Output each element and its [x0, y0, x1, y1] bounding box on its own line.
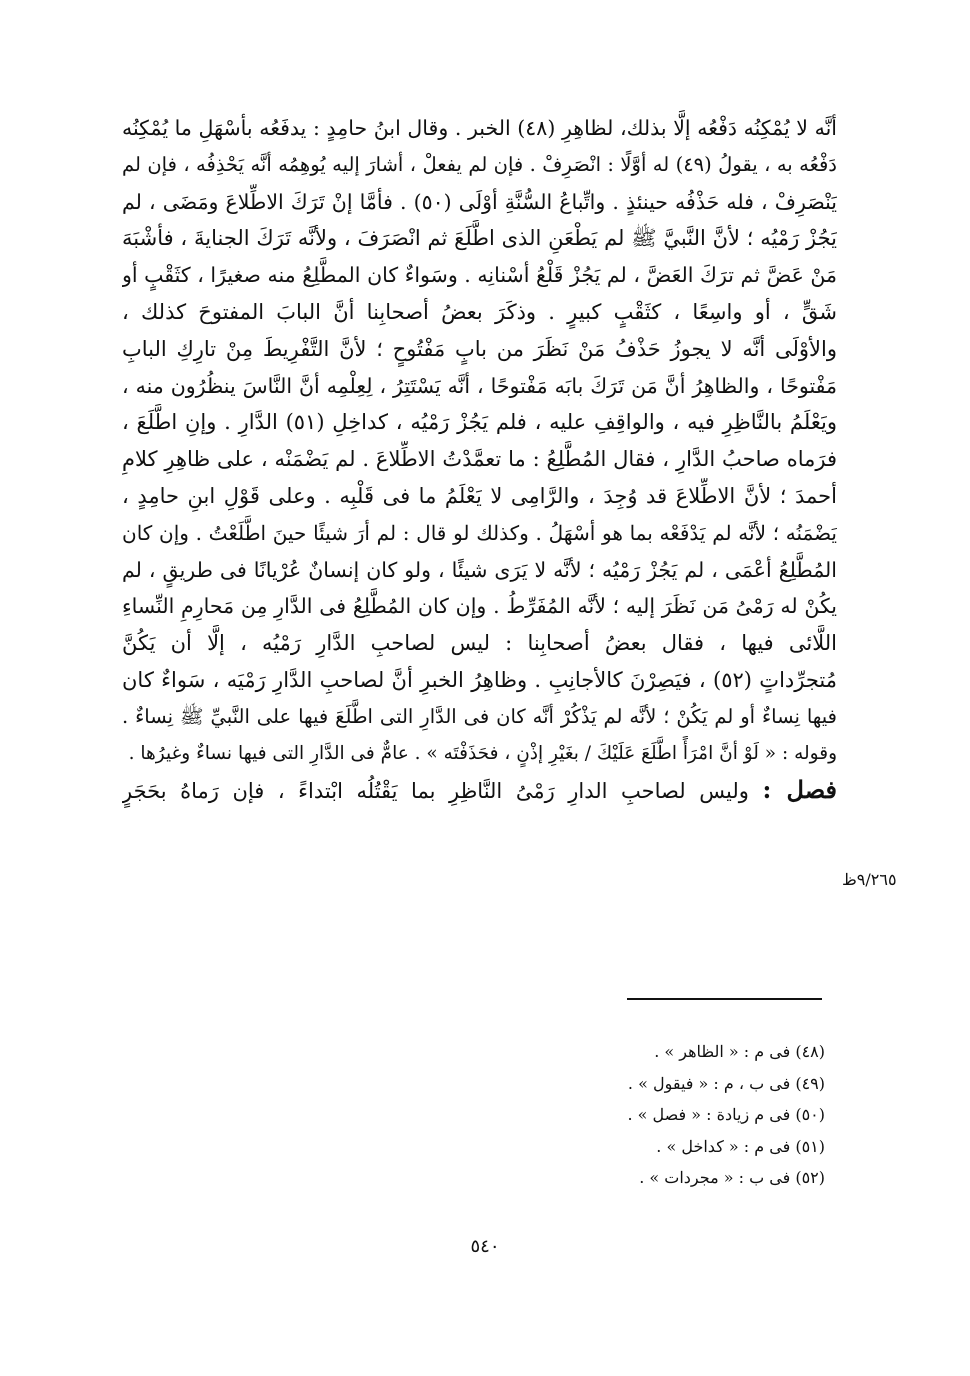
text-line: المُطَّلِعُ أعْمَى ، لم يَجُزْ رَمْيُه ؛ لأنَّه لا يَرَى شيئًا ، ولو كان إنسانٌ عُرْيانًا فى طريقٍ ، لم: [122, 557, 837, 582]
section-heading: فصل :: [762, 775, 837, 805]
text-line: اللَّائى فيها ، فقال بعضُ أصحابِنا : ليس لصاحبِ الدَّارِ رَمْيُه ، إلَّا أن يَكُنَّ: [122, 631, 837, 656]
text-line: مَفْتوحًا ، والظاهِرُ أنَّ مَن تَرَكَ بابَه مَفْتوحًا ، أنَّه يَسْتَتِرُ ، لِعِلْمِه أنَّ النَّاسَ ينظُرُون منه ،: [122, 373, 837, 398]
text-line: شَقٍّ ، أو واسِعًا ، كثَقْبٍ كبيرٍ . وذكَرَ بعضُ أصحابِنا أنَّ البابَ المفتوحَ كذلك ،: [122, 299, 837, 324]
main-text-block: [122, 110, 837, 809]
footnote-divider: [627, 998, 822, 1000]
text-line: أحمدَ ؛ لأنَّ الاطِّلاعَ قد وُجِدَ ، والرَّامِى لا يَعْلَمُ ما فى قَلْبِه . وعلى قَوْلِ ابنِ حامِدٍ ،: [122, 483, 837, 508]
footnote: (٥٢) فى ب : « مجردات » .: [639, 1168, 825, 1187]
text-line: يَنْصَرِفْ ، فله حَذْفُه حينئذٍ . واتِّباعُ السُّنَّةِ أوْلَى (٥٠) . فأمَّا إنْ تَرَكَ الاطِّلاعَ ومَضَى ، لم: [122, 189, 837, 214]
page-number: ٥٤٠: [470, 1236, 500, 1257]
text-line: يكُنْ له رَمْىُ مَن نَظَرَ إليه ؛ لأنَّه المُفَرِّطُ . وإن كان المُطَّلِعُ فى الدَّارِ مِن مَحارِمِ النِّساءِ: [122, 594, 837, 619]
footnote: (٥٠) فى م زيادة : « فصل » .: [627, 1105, 825, 1124]
text-line: والأوْلَى أنَّه لا يجوزُ حَذْفُ مَنْ نَظَرَ من بابٍ مَفْتُوحٍ ؛ لأنَّ التَّفْرِيطَ مِنْ تارِكِ البابِ: [122, 336, 837, 361]
footnote: (٥١) فى م : « كداخل » .: [656, 1136, 825, 1156]
text-line: وقوله : « لَوْ أنَّ امْرَأً اطَّلَعَ عَلَيْكَ / بغَيْرِ إذْنٍ ، فحَذَفْتَه » . عامٌّ فى الدَّارِ التى فيها نساءٌ وغيرُها .: [128, 742, 837, 764]
manuscript-folio-reference: ٩/٢٦٥ظ: [842, 870, 897, 889]
section-line: [122, 772, 837, 809]
text-line: فرَماه صاحبُ الدَّارِ ، فقال المُطَّلِعُ : ما تعمَّدْتُ الاطِّلاعَ . لم يَضْمَنْه ، على ظاهِرِ كلامِ: [122, 447, 837, 472]
footnote: (٤٨) فى م : « الظاهر » .: [654, 1042, 825, 1061]
section-line-text: وليس لصاحبِ الدارِ رَمْىُ النَّاظِرِ بما يَقْتُلُه ابْتداءً ، فإن رَماهُ بحَجَرٍ: [122, 779, 749, 804]
text-line: مُتجرِّداتٍ (٥٢) ، فيَصِرْنَ كالأجانِبِ . وظاهِرُ الخبرِ أنَّ لصاحبِ الدَّارِ رَمْيَه ، سَواءٌ كان: [122, 667, 837, 692]
text-line: يَضْمَنُه ؛ لأنَّه لم يَدْفَعْه بما هو أسْهَلُ . وكذلك لو قال : لم أرَ شيئًا حينَ اطَّلَعْتُ . وإن كان: [122, 520, 837, 545]
text-line: فيها نِساءٌ أو لم يَكُنْ ؛ لأنَّه لم يَذْكُرْ أنَّه كان فى الدَّارِ التى اطَّلَعَ فيها على النَّبيِّ ﷺ نِساءٌ .: [122, 704, 837, 728]
footnotes-list: [560, 1036, 825, 1194]
text-line: دَفْعُه به ، يقولُ (٤٩) له أوَّلًا : انْصَرِفْ . فإن لم يفعلْ ، أشارَ إليه يُوهِمُه أنَّه يَحْذِفُه ، فإن لم: [122, 152, 837, 176]
text-line: ويَعْلَمُ بالنَّاظِرِ فيه ، والواقِفِ عليه ، فلم يَجُزْ رَمْيُه ، كداخِلِ (٥١) الدَّارِ . وإنِ اطَّلَعَ ،: [122, 410, 837, 435]
text-line: يَجُزْ رَمْيُه ؛ لأنَّ النَّبيَّ ﷺ لم يَطْعَنِ الذى اطَّلَعَ ثم انْصَرَفَ ، ولأنَّه تَرَكَ الجنايةَ ، فأشْبَهَ: [122, 226, 837, 251]
text-line: أنَّه لا يُمْكِنُه دَفْعُه إلَّا بذلك، لظاهِرِ (٤٨) الخبر . وقال ابنُ حامِدٍ : يدفَعُه بأسْهَلِ ما يُمْكِنُه: [122, 116, 837, 140]
footnote: (٤٩) فى ب ، م : « فيقول » .: [627, 1073, 825, 1093]
text-line: مَنْ عَضَّ ثم ترَكَ العَضَّ ، لم يَجُزْ قَلْعُ أسْنانِه . وسَواءٌ كان المطَّلِعُ منه صغيرًا ، كثَقْبٍ أو: [122, 263, 837, 288]
